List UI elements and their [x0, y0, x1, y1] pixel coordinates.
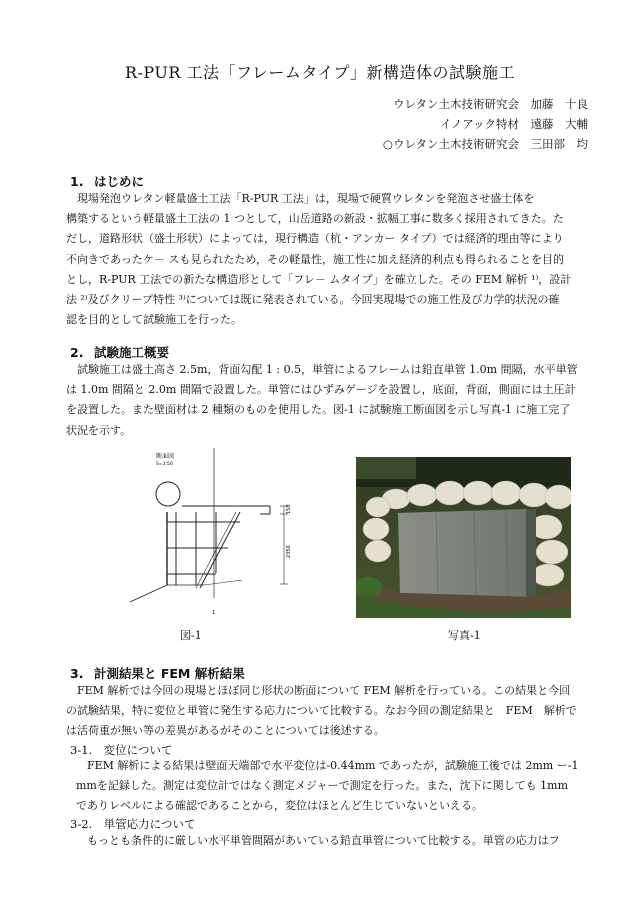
section-2-heading: [70, 343, 169, 361]
guardrail-circle: [156, 482, 180, 506]
body-line: を設置した。また壁面材は 2 種類のものを使用した。図-1 に試験施工断面図を示し写真-1 に施工完了: [66, 403, 571, 417]
subsection-3-2-heading: 3-2. 単管応力について: [70, 817, 196, 831]
body-line: とし，R-PUR 工法での新たな構造形として「フレ－ ムタイプ」を確立した。その FEM 解析 ¹⁾，設計: [66, 272, 572, 286]
dimension-label-height: 2350: [286, 545, 292, 558]
section-number: 2.: [70, 345, 84, 360]
cross-section-figure: [122, 448, 322, 618]
author-line-1: ウレタン土木技術研究会 加藤 十良: [392, 97, 588, 111]
body-line: 不向きであったケ－ スも見られたため，その軽量性，施工性に加え経済的利点も得られることを目的: [66, 252, 564, 266]
subsection-3-1-heading: 3-1. 変位について: [70, 743, 173, 757]
body-line: mmを記録した。測定は変位計ではなく測定メジャーで測定を行った。また，沈下に関しても 1mm: [76, 779, 568, 793]
photo-image: [356, 457, 571, 618]
subsection-3-1-body: [76, 756, 582, 817]
author-line-3: ○ウレタン土木技術研究会 三田部 均: [382, 137, 588, 151]
body-line: 構築するという軽量盛土工法の 1 つとして，山岳道路の新設・拡幅工事に数多く採用されてきた。た: [66, 212, 564, 226]
section-number: 1.: [70, 174, 84, 189]
section-3-heading: [70, 664, 245, 682]
paper-title: R-PUR 工法「フレームタイプ」新構造体の試験施工: [124, 63, 516, 82]
section-1-heading: [70, 172, 144, 190]
figure-mark: 1: [212, 610, 216, 616]
body-line: だし，道路形状（盛土形状）によっては，現行構造（杭・アンカー タイプ）では経済的理由等により: [66, 232, 564, 246]
section-title: はじめに: [94, 174, 145, 189]
figure-label-scale: S=1:50: [156, 462, 173, 467]
body-line: の試験結果，特に変位と単管に発生する応力について比較する。なお今回の測定結果と FEM 解析で: [66, 704, 577, 718]
section-title: 計測結果と FEM 解析結果: [94, 666, 245, 681]
construction-photo: [356, 457, 571, 618]
body-line: FEM 解析では今回の現場とほぼ同じ形状の断面について FEM 解析を行っている。この結果と今回: [66, 684, 571, 697]
ground-line: [204, 580, 242, 585]
body-line: 法 ²⁾及びクリープ特性 ³⁾については既に発表されている。今回実現場での施工性及び力学的状況の確: [66, 293, 560, 307]
body-line: 現場発泡ウレタン軽量盛土工法「R-PUR 工法」は，現場で硬質ウレタンを発泡させ盛土体を: [66, 192, 535, 205]
section-title: 試験施工概要: [94, 345, 170, 360]
body-line: 状況を示す。: [66, 423, 132, 437]
body-line: は活荷重が無い等の差異があるがそのことについては後述する。: [66, 724, 385, 738]
section-3-body: [66, 681, 582, 742]
photo-caption: 写真-1: [448, 629, 481, 642]
section-1-body: [66, 189, 582, 330]
back-slope: [200, 512, 240, 588]
body-line: 認を目的として試験施工を行った。: [66, 313, 242, 327]
body-line: 試験施工は盛土高さ 2.5m，背面勾配 1 : 0.5，単管によるフレームは鉛直単管 1.0m 間隔，水平単管: [66, 363, 578, 376]
section-2-body: [66, 360, 582, 441]
author-line-2: イノアック特材 遠藤 大輔: [439, 117, 588, 131]
body-line: FEM 解析による結果は壁面天端部で水平変位は-0.44mm であったが，試験施工後では 2mm ー-1: [76, 759, 579, 772]
body-line: でありレベルによる確認であることから，変位はほとんど生じていないといえる。: [76, 799, 483, 813]
dimension-label-top: 150: [286, 504, 292, 514]
body-line: もっとも条件的に厳しい水平単管間隔があいている鉛直単管について比較する。単管の応力はフ: [76, 834, 560, 847]
body-line: は 1.0m 間隔と 2.0m 間隔で設置した。単管にはひずみゲージを設置し，底面，背面，側面には土圧計: [66, 383, 576, 397]
ground-line: [130, 585, 167, 602]
figure-label-title: 断面図: [156, 453, 175, 460]
section-number: 3.: [70, 666, 84, 681]
subsection-3-2-body: [76, 831, 582, 851]
figure-caption: 図-1: [180, 629, 202, 642]
